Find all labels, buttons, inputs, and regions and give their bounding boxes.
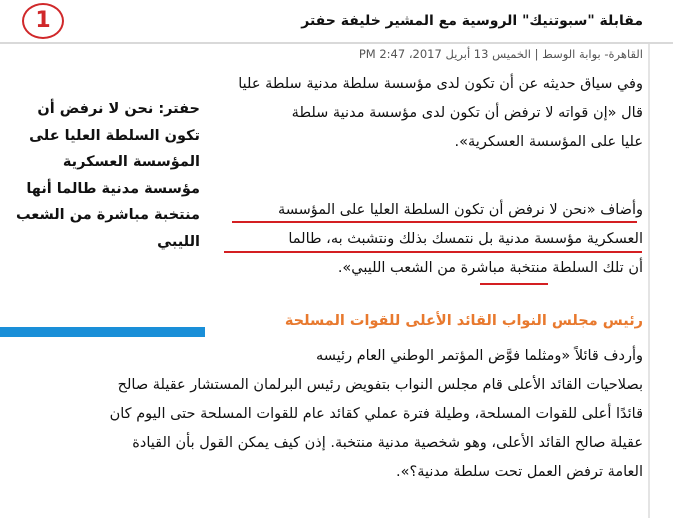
pull-quote bbox=[14, 96, 200, 255]
annotation-number-badge: 1 bbox=[22, 3, 64, 39]
paragraph-line: بصلاحيات القائد الأعلى قام مجلس النواب بتفويض رئيس البرلمان المستشار عقيلة صالح bbox=[117, 377, 643, 393]
pull-quote-accent-bar bbox=[0, 327, 205, 337]
paragraph-2-quote bbox=[278, 196, 643, 283]
paragraph-line: عليا على المؤسسة العسكرية». bbox=[454, 134, 643, 150]
pull-quote-line: المؤسسة العسكرية bbox=[62, 154, 200, 170]
pull-quote-line: مؤسسة مدنية طالما أنها bbox=[26, 180, 200, 197]
section-subheading: رئيس مجلس النواب القائد الأعلى للقوات المسلحة bbox=[284, 313, 643, 329]
paragraph-line: العامة ترفض العمل تحت سلطة مدنية؟». bbox=[396, 464, 643, 480]
paragraph-line: وأردف قائلاً «ومثلما فوَّض المؤتمر الوطني العام رئيسه bbox=[315, 348, 643, 364]
paragraph-1 bbox=[238, 70, 643, 157]
paragraph-line: وفي سياق حديثه عن أن تكون لدى مؤسسة سلطة مدنية سلطة عليا bbox=[238, 76, 643, 92]
paragraph-3 bbox=[110, 342, 643, 487]
pull-quote-line: حفتر: نحن لا نرفض أن bbox=[37, 101, 200, 117]
column-border bbox=[648, 44, 650, 518]
paragraph-line: عقيلة صالح القائد الأعلى، وهو شخصية مدنية منتخبة. إذن كيف يمكن القول بأن القيادة bbox=[132, 435, 643, 451]
highlight-underline bbox=[224, 251, 642, 253]
paragraph-line: قال «إن قواته لا ترفض أن تكون لدى مؤسسة مدنية سلطة bbox=[291, 105, 643, 121]
article-headline: مقابلة "سبوتنيك" الروسية مع المشير خليفة حفتر bbox=[301, 13, 643, 29]
highlight-underline bbox=[480, 283, 548, 285]
paragraph-line: وأضاف «نحن لا نرفض أن تكون السلطة العليا على المؤسسة bbox=[277, 202, 643, 218]
pull-quote-line: منتخبة مباشرة من الشعب bbox=[15, 207, 200, 223]
header-divider bbox=[0, 42, 673, 44]
pull-quote-line: الليبي bbox=[157, 233, 200, 250]
paragraph-line: أن تلك السلطة منتخبة مباشرة من الشعب الليبي». bbox=[337, 260, 643, 276]
highlight-underline bbox=[232, 221, 637, 223]
article-meta: القاهرة- بوابة الوسط | الخميس 13 أبريل 2017، 2:47 PM bbox=[358, 47, 643, 61]
paragraph-line: العسكرية مؤسسة مدنية بل نتمسك بذلك ونتشبث به، طالما bbox=[288, 231, 643, 247]
pull-quote-line: تكون السلطة العليا على bbox=[29, 127, 200, 144]
paragraph-line: قائدًا أعلى للقوات المسلحة، وطيلة فترة عملي كقائد عام للقوات المسلحة حتى اليوم كان bbox=[109, 406, 643, 422]
